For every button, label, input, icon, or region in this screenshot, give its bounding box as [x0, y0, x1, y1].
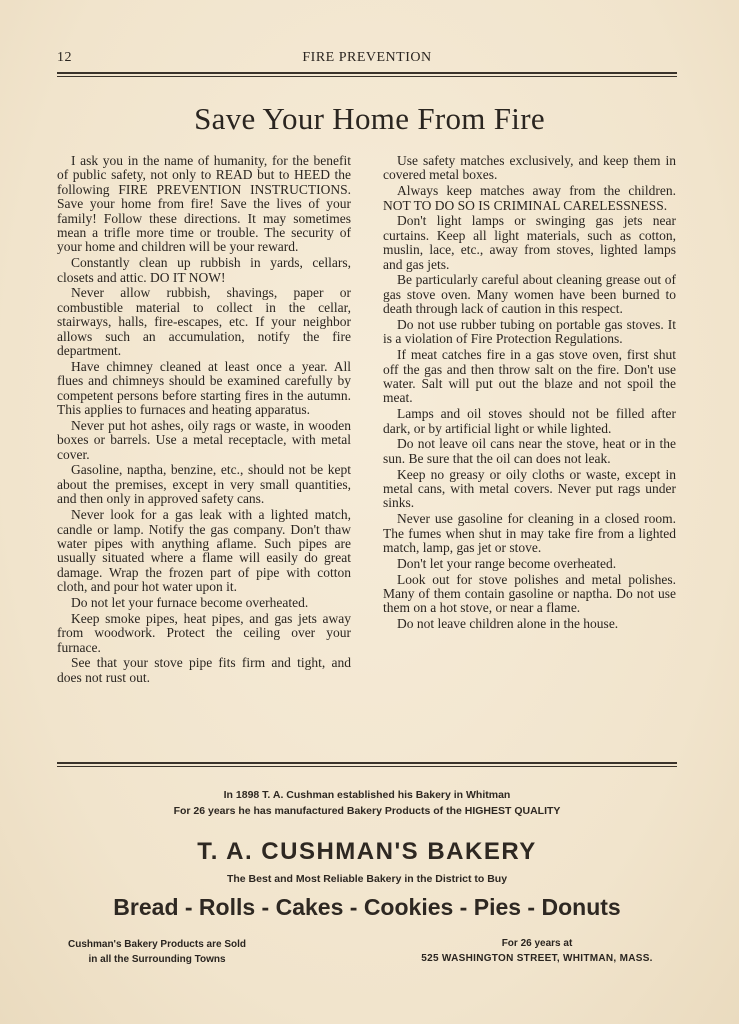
paragraph: Gasoline, naptha, benzine, etc., should not be kept about the premises, except in very small quantities, and then only in approved safety cans.	[57, 462, 351, 507]
paragraph: Do not leave children alone in the house.	[397, 616, 619, 632]
paragraph: Constantly clean up rubbish in yards, cellars, closets and attic. DO IT NOW!	[57, 255, 351, 285]
paragraph: Don't light lamps or swinging gas jets near curtains. Keep all light materials, such as cotton, muslin, lace, etc., away from stoves, lighted lamps and gas jets.	[383, 213, 676, 272]
article-column-left	[57, 154, 351, 687]
ad-footer-left	[57, 937, 257, 967]
paragraph: Do not use rubber tubing on portable gas stoves. It is a violation of Fire Protection Regulations.	[383, 317, 676, 347]
paragraph: Look out for stove polishes and metal polishes. Many of them contain gasoline or naptha. Do not use them on a hot stove, or near a flame.	[383, 571, 676, 616]
ad-footer-right-line: For 26 years at	[501, 938, 573, 949]
business-address: 525 WASHINGTON STREET, WHITMAN, MASS.	[421, 953, 653, 964]
ad-tagline: The Best and Most Reliable Bakery in the District to Buy	[226, 873, 508, 885]
paragraph: Keep smoke pipes, heat pipes, and gas jets away from woodwork. Protect the ceiling over your furnace.	[57, 610, 351, 655]
ad-footer-left-line: in all the Surrounding Towns	[88, 954, 226, 965]
page-header	[57, 50, 677, 70]
header-divider	[57, 72, 677, 77]
ad-history-line: In 1898 T. A. Cushman established his Bakery in Whitman	[223, 789, 511, 801]
paragraph: Lamps and oil stoves should not be filled after dark, or by artificial light or while lighted.	[383, 406, 676, 436]
product-list: Bread - Rolls - Cakes - Cookies - Pies - Donuts	[113, 894, 621, 920]
ad-footer-left-line: Cushman's Bakery Products are Sold	[68, 939, 246, 950]
paragraph: Don't let your range become overheated.	[397, 555, 617, 571]
paragraph: Do not let your furnace become overheated.	[71, 594, 309, 610]
paragraph: Never use gasoline for cleaning in a closed room. The fumes when shut in may take fire from a lighted match, lamp, gas jet or stove.	[383, 511, 676, 556]
paragraph: Always keep matches away from the children. NOT TO DO SO IS CRIMINAL CARELESSNESS.	[383, 183, 676, 213]
article-column-right	[383, 154, 676, 633]
paragraph: Never look for a gas leak with a lighted match, candle or lamp. Notify the gas company. Don't thaw water pipes with anything aflame. Such pipes are usually situated where a flame will easily do great damage. Wrap the frozen part of pipe with cotton cloth, and pour hot water upon it.	[57, 507, 351, 595]
business-name: T. A. CUSHMAN'S BAKERY	[197, 838, 537, 865]
paragraph: Be particularly careful about cleaning grease out of gas stove oven. Many women have been burned to death through lack of caution in this respect.	[383, 272, 676, 317]
paragraph: I ask you in the name of humanity, for the benefit of public safety, not only to READ but to HEED the following FIRE PREVENTION INSTRUCTIONS. Save your home from fire! Save the lives of your family! Follow these directions. It may sometimes mean a trifle more time or trouble. The security of your home and children will be your reward.	[57, 153, 351, 255]
paragraph: Never put hot ashes, oily rags or waste, in wooden boxes or barrels. Use a metal receptacle, with metal cover.	[57, 417, 351, 462]
ad-quality-line: For 26 years he has manufactured Bakery Products of the HIGHEST QUALITY	[173, 805, 561, 817]
paragraph: Use safety matches exclusively, and keep them in covered metal boxes.	[383, 153, 676, 183]
paragraph: Have chimney cleaned at least once a year. All flues and chimneys should be examined carefully by competent persons before starting fires in the autumn. This applies to furnaces and heating apparatus.	[57, 358, 351, 418]
ad-footer-right	[390, 936, 684, 966]
advertisement-divider	[57, 762, 677, 767]
page-number: 12	[57, 50, 72, 65]
paragraph: If meat catches fire in a gas stove oven, first shut off the gas and then throw salt on the fire. Don't use water. Salt will put out the blaze and not spoil the meat.	[383, 347, 676, 406]
paragraph: See that your stove pipe fits firm and tight, and does not rust out.	[57, 655, 351, 685]
article-title: Save Your Home From Fire	[194, 101, 545, 136]
paragraph: Never allow rubbish, shavings, paper or combustible material to collect in the cellar, stairways, halls, fire-escapes, etc. If your neighbor allows such an accumulation, notify the fire department.	[57, 285, 351, 359]
paragraph: Keep no greasy or oily cloths or waste, except in metal cans, with metal covers. Never put rags under sinks.	[383, 466, 676, 511]
paragraph: Do not leave oil cans near the stove, heat or in the sun. Be sure that the oil can does not leak.	[383, 436, 676, 466]
running-title: FIRE PREVENTION	[302, 50, 432, 65]
